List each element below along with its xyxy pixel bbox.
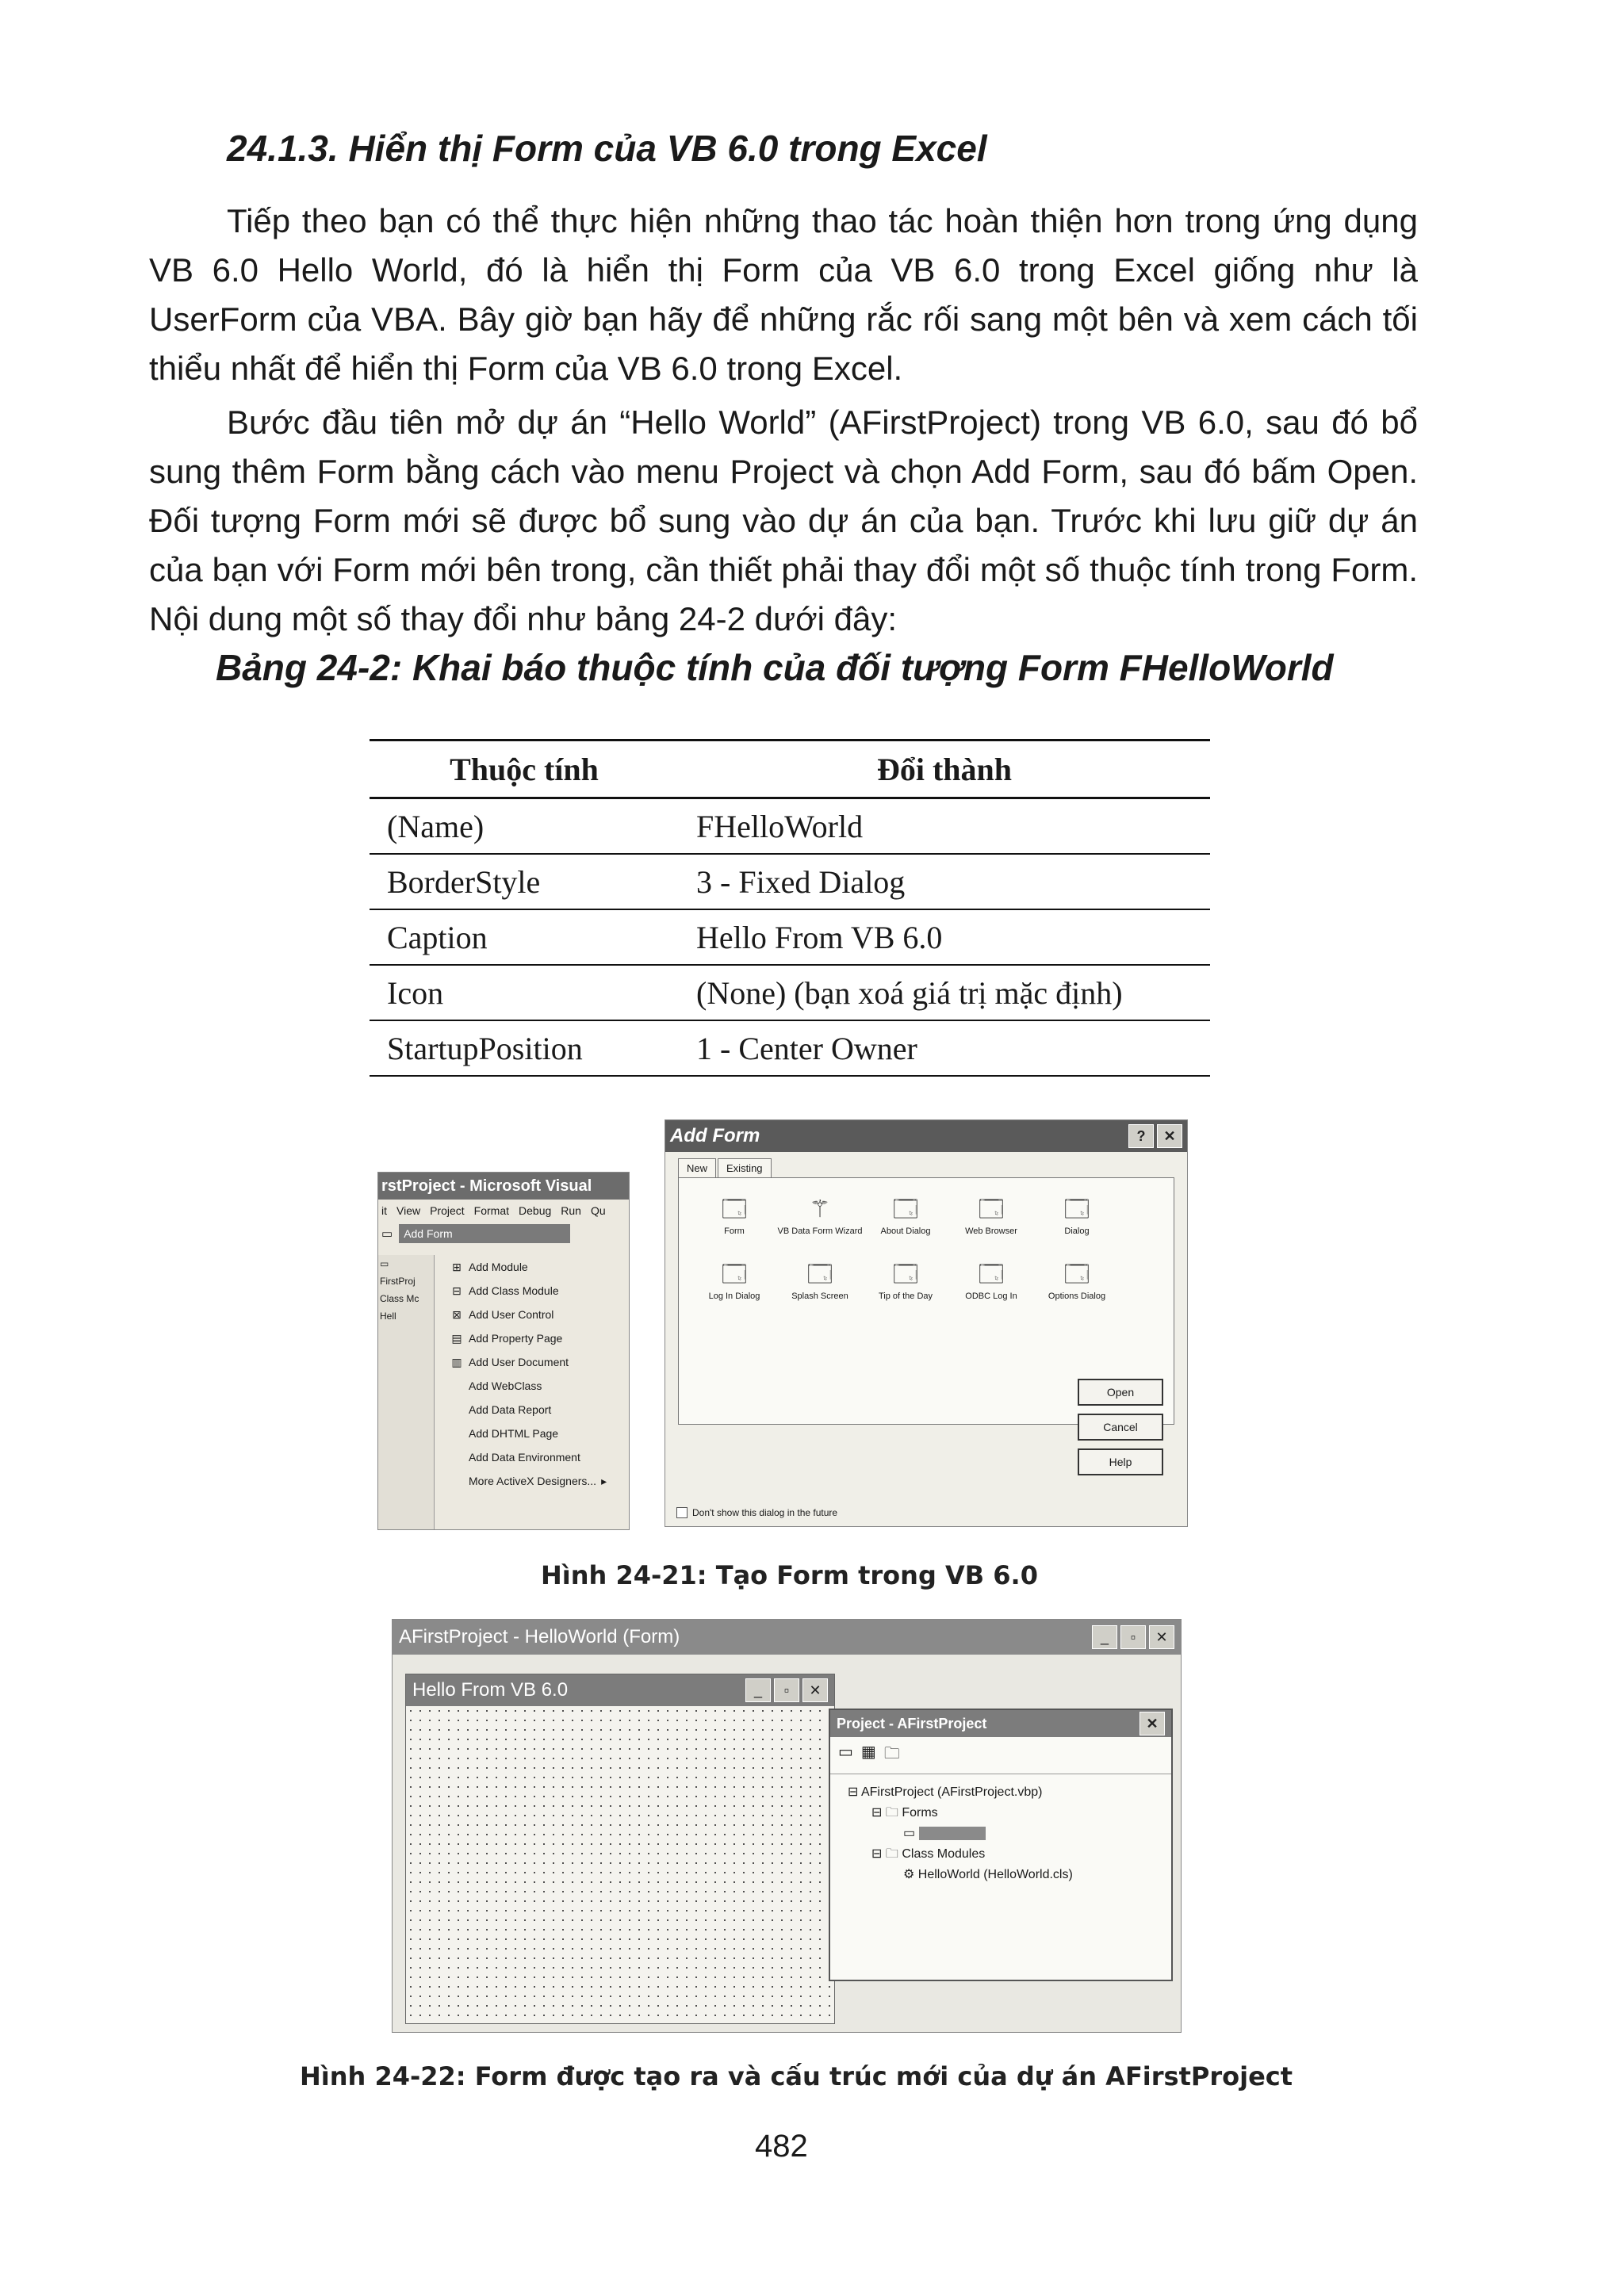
menu-item-add-form[interactable]: Add Form (399, 1224, 570, 1243)
property-page-icon: ▤ (451, 1331, 462, 1345)
menu-item-add-class-module[interactable]: ⊟ Add Class Module (450, 1279, 629, 1303)
page-number: 482 (755, 2129, 808, 2164)
properties-table (370, 739, 1210, 1077)
project-tree (830, 1774, 1171, 1893)
class-module-icon: ⚙ (903, 1868, 915, 1881)
value-cell: 1 - Center Owner (679, 1020, 1210, 1076)
menu-project[interactable]: Project (430, 1204, 465, 1217)
header-property: Thuộc tính (370, 740, 679, 798)
template-login-dialog[interactable]: 🗔 Log In Dialog (691, 1259, 777, 1302)
open-button[interactable]: Open (1078, 1379, 1163, 1406)
vb-project-menu-screenshot (377, 1172, 630, 1530)
menu-item-add-data-environment[interactable]: Add Data Environment (469, 1451, 580, 1464)
menu-item-add-user-document[interactable]: ▥ Add User Document (450, 1350, 629, 1374)
form-template-icon: 🗔 (892, 1261, 919, 1288)
tree-node-project[interactable]: ⊟ AFirstProject (AFirstProject.vbp) (848, 1785, 1043, 1799)
form-designer-screenshot (392, 1619, 1182, 2033)
tree-node-forms[interactable]: ⊟ 🗀 Forms (871, 1806, 938, 1820)
menu-item-more-activex-designers[interactable]: More ActiveX Designers... ▸ (469, 1474, 607, 1487)
maximize-icon[interactable]: ▫ (774, 1678, 799, 1702)
vb-window-title: rstProject - Microsoft Visual (378, 1173, 629, 1200)
table-row (370, 909, 1210, 965)
form-design-grid[interactable] (406, 1706, 834, 2023)
help-button[interactable]: Help (1078, 1448, 1163, 1475)
form-icon: ▭ (903, 1827, 916, 1840)
value-cell: Hello From VB 6.0 (679, 909, 1210, 965)
toggle-folders-icon[interactable]: 🗀 (883, 1745, 900, 1762)
value-cell: 3 - Fixed Dialog (679, 854, 1210, 909)
property-cell: BorderStyle (370, 854, 679, 909)
add-form-dialog (665, 1119, 1188, 1527)
template-tip-of-the-day[interactable]: 🗔 Tip of the Day (863, 1259, 948, 1302)
side-item: FirstProj (380, 1276, 416, 1287)
hello-form-titlebar (406, 1674, 834, 1706)
selected-form-node: . (919, 1827, 986, 1840)
template-grid (691, 1194, 1120, 1302)
tree-node-class-modules[interactable]: ⊟ 🗀 Class Modules (871, 1847, 986, 1861)
menu-item-add-property-page[interactable]: ▤ Add Property Page (450, 1326, 629, 1350)
table-header-row (370, 740, 1210, 798)
template-about-dialog[interactable]: 🗔 About Dialog (863, 1194, 948, 1237)
template-splash-screen[interactable]: 🗔 Splash Screen (777, 1259, 863, 1302)
dont-show-option[interactable] (676, 1507, 837, 1518)
template-options-dialog[interactable]: 🗔 Options Dialog (1034, 1259, 1120, 1302)
dialog-titlebar (665, 1120, 1187, 1152)
designer-title: AFirstProject - HelloWorld (Form) (399, 1626, 680, 1647)
form-template-icon: 🗔 (978, 1261, 1005, 1288)
property-cell: Icon (370, 965, 679, 1020)
dialog-title: Add Form (670, 1125, 760, 1146)
table-row (370, 854, 1210, 909)
dont-show-checkbox[interactable] (676, 1507, 688, 1518)
side-item: Class Mc (380, 1293, 419, 1304)
explorer-titlebar (830, 1710, 1171, 1737)
hello-form-title: Hello From VB 6.0 (412, 1679, 569, 1701)
help-icon[interactable]: ? (1128, 1124, 1154, 1148)
project-dropdown-menu (450, 1255, 629, 1493)
figure-22-caption: Hình 24-22: Form được tạo ra và cấu trúc mới của dự án AFirstProject (300, 2061, 1293, 2091)
folder-icon: ▭ (380, 1258, 389, 1269)
folder-icon: 🗀 (885, 1847, 898, 1861)
vb-menubar (378, 1200, 629, 1222)
value-cell: (None) (bạn xoá giá trị mặc định) (679, 965, 1210, 1020)
template-web-browser[interactable]: 🗔 Web Browser (948, 1194, 1034, 1237)
form-template-icon: 🗔 (721, 1196, 748, 1223)
form-icon: ▭ (381, 1227, 393, 1241)
template-odbc-login[interactable]: 🗔 ODBC Log In (948, 1259, 1034, 1302)
menu-debug[interactable]: Debug (519, 1204, 552, 1217)
template-data-form-wizard[interactable]: ⚚ VB Data Form Wizard (777, 1194, 863, 1237)
class-module-icon: ⊟ (452, 1284, 462, 1297)
property-cell: (Name) (370, 798, 679, 855)
tab-existing[interactable]: Existing (718, 1158, 772, 1177)
tree-node-helloworld[interactable]: ⚙ HelloWorld (HelloWorld.cls) (903, 1868, 1073, 1881)
form-template-icon: 🗔 (892, 1196, 919, 1223)
folder-icon: 🗀 (885, 1806, 898, 1820)
menu-item-add-dhtml-page[interactable]: Add DHTML Page (469, 1427, 559, 1440)
menu-view[interactable]: View (396, 1204, 421, 1217)
header-value: Đổi thành (679, 740, 1210, 798)
menu-query[interactable]: Qu (590, 1204, 606, 1217)
side-item: Hell (380, 1311, 396, 1322)
figure-21-caption: Hình 24-21: Tạo Form trong VB 6.0 (541, 1560, 1038, 1590)
table-row (370, 798, 1210, 855)
template-dialog[interactable]: 🗔 Dialog (1034, 1194, 1120, 1237)
close-icon[interactable]: ✕ (1149, 1625, 1174, 1649)
menu-format[interactable]: Format (473, 1204, 510, 1217)
designer-titlebar (393, 1620, 1181, 1655)
close-icon[interactable]: ✕ (802, 1678, 828, 1702)
property-cell: Caption (370, 909, 679, 965)
close-icon[interactable]: ✕ (1139, 1712, 1165, 1735)
menu-item-add-module[interactable]: ⊞ Add Module (450, 1255, 629, 1279)
tree-node-new-form[interactable] (840, 1823, 1162, 1844)
menu-edit[interactable]: it (381, 1204, 387, 1217)
user-document-icon: ▥ (451, 1355, 462, 1368)
table-caption: Bảng 24-2: Khai báo thuộc tính của đối tượng Form FHelloWorld (216, 647, 1334, 688)
value-cell: FHelloWorld (679, 798, 1210, 855)
menu-item-add-webclass[interactable]: Add WebClass (469, 1380, 542, 1392)
explorer-title: Project - AFirstProject (837, 1715, 987, 1732)
form-template-icon: 🗔 (1063, 1261, 1090, 1288)
section-heading: 24.1.3. Hiển thị Form của VB 6.0 trong Excel (227, 128, 987, 169)
view-object-icon[interactable]: ▦ (860, 1743, 876, 1761)
project-explorer (829, 1709, 1173, 1981)
template-form[interactable]: 🗔 Form (691, 1194, 777, 1237)
dont-show-label: Don't show this dialog in the future (692, 1507, 838, 1518)
user-control-icon: ⊠ (452, 1307, 462, 1321)
module-icon: ⊞ (452, 1260, 462, 1273)
submenu-arrow-icon: ▸ (601, 1474, 607, 1487)
view-code-icon[interactable]: ▭ (838, 1743, 853, 1761)
menu-run[interactable]: Run (561, 1204, 581, 1217)
property-cell: StartupPosition (370, 1020, 679, 1076)
hello-form-window[interactable] (405, 1674, 835, 2024)
paragraph-2: Bước đầu tiên mở dự án “Hello World” (AFirstProject) trong VB 6.0, sau đó bổ sung thêm Form bằng cách vào menu Project và chọn Add Form, sau đó bấm Open. Đối tượng Form mới sẽ được bổ sung vào dự án của bạn. Trước khi lưu giữ dự án của bạn với Form mới bên trong, cần thiết phải thay đổi một số thuộc tính trong Form. Nội dung một số thay đổi như bảng 24-2 dưới đây: (149, 404, 1418, 637)
wizard-icon: ⚚ (809, 1196, 831, 1223)
form-template-icon: 🗔 (978, 1196, 1005, 1223)
minimize-icon[interactable]: _ (745, 1678, 771, 1702)
dialog-buttons (1078, 1379, 1163, 1475)
form-template-icon: 🗔 (1063, 1196, 1090, 1223)
maximize-icon[interactable]: ▫ (1120, 1625, 1146, 1649)
menu-item-add-data-report[interactable]: Add Data Report (469, 1403, 552, 1416)
dialog-tabs (665, 1152, 1187, 1177)
paragraph-1: Tiếp theo bạn có thể thực hiện những thao tác hoàn thiện hơn trong ứng dụng VB 6.0 Hello World, đó là hiển thị Form của VB 6.0 trong Excel giống như là UserForm của VBA. Bây giờ bạn hãy để những rắc rối sang một bên và xem cách tối thiểu nhất để hiển thị Form của VB 6.0 trong Excel. (149, 202, 1418, 387)
tab-new[interactable]: New (678, 1158, 716, 1177)
minimize-icon[interactable]: _ (1092, 1625, 1117, 1649)
cancel-button[interactable]: Cancel (1078, 1414, 1163, 1441)
table-row (370, 1020, 1210, 1076)
explorer-toolbar (830, 1737, 1171, 1774)
form-template-icon: 🗔 (806, 1261, 833, 1288)
vb-toolbar (378, 1222, 629, 1246)
project-side-panel (378, 1255, 435, 1529)
menu-item-add-user-control[interactable]: ⊠ Add User Control (450, 1303, 629, 1326)
table-row (370, 965, 1210, 1020)
close-icon[interactable]: ✕ (1157, 1124, 1182, 1148)
form-template-icon: 🗔 (721, 1261, 748, 1288)
